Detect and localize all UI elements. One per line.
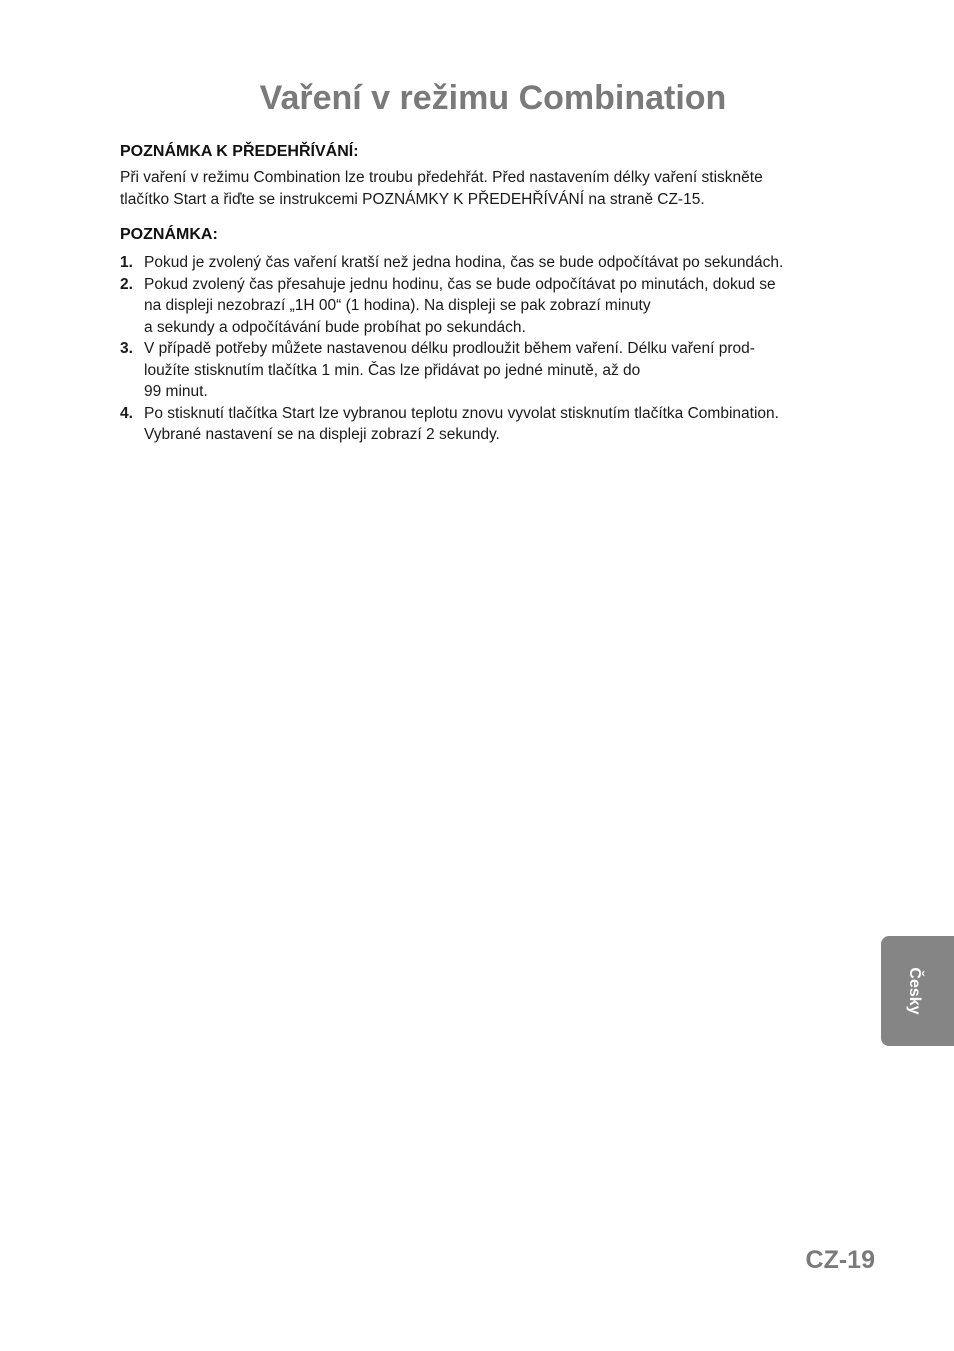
note-item-number: 1. [120,254,133,271]
note-item-number: 4. [120,404,133,422]
note-item-line: na displeji nezobrazí „1H 00“ (1 hodina). Na displeji se pak zobrazí minuty [144,297,651,314]
note-item-line: a sekundy a odpočítávání bude probíhat po sekundách. [144,318,526,336]
note-item-line: loužíte stisknutím tlačítka 1 min. Čas lze přidávat po jedné minutě, až do [144,361,641,379]
note-item-line: Vybrané nastavení se na displeji zobrazí 2 sekundy. [144,426,500,443]
preheat-note-heading: POZNÁMKA K PŘEDEHŘÍVÁNÍ: [120,143,359,160]
note-section [120,226,880,446]
note-item-3 [120,338,880,403]
note-item-number: 3. [120,340,133,357]
note-item-line: Po stisknutí tlačítka Start lze vybranou teplotu znovu vyvolat stisknutím tlačítka Combination. [144,404,779,422]
page-title: Vaření v režimu Combination [259,78,727,117]
note-item-line: Pokud zvolený čas přesahuje jednu hodinu, čas se bude odpočítávat po minutách, dokud se [144,275,776,293]
preheat-note-line: Při vaření v režimu Combination lze troubu předehřát. Před nastavením délky vaření stiskněte [120,169,763,186]
language-tab-label: Česky [906,967,923,1015]
note-item-line: 99 minut. [144,383,208,400]
page-number: CZ-19 [805,1246,875,1274]
note-item-line: Pokud je zvolený čas vaření kratší než jedna hodina, čas se bude odpočítávat po sekundách. [144,254,784,271]
note-item-1 [120,252,880,274]
preheat-note-section [120,143,880,210]
preheat-note-line: tlačítko Start a řiďte se instrukcemi POZNÁMKY K PŘEDEHŘÍVÁNÍ na straně CZ-15. [120,190,705,208]
note-heading: POZNÁMKA: [120,226,218,243]
note-item-line: V případě potřeby můžete nastavenou délku prodloužit během vaření. Délku vaření prod- [144,340,755,357]
preheat-note-text [120,167,880,210]
note-item-number: 2. [120,275,133,293]
language-tab [881,936,954,1046]
note-item-2 [120,274,880,339]
note-item-4 [120,403,880,446]
note-list [120,252,880,446]
